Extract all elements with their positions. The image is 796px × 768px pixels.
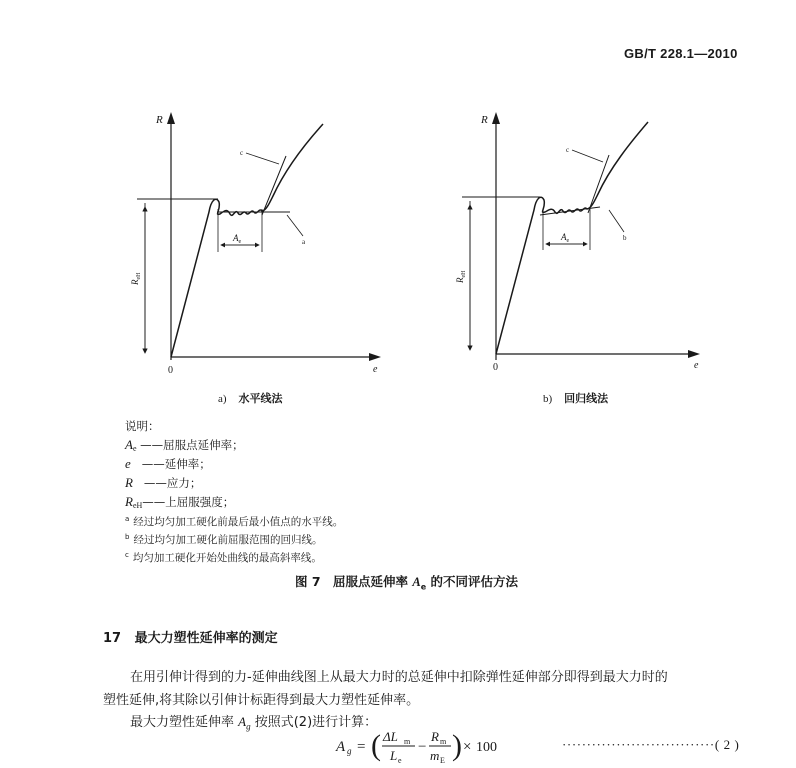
footnote: $^a$ 经过均匀加工硬化前最后最小值点的水平线。 <box>125 515 344 528</box>
paragraph-line: 塑性延伸,将其除以引伸计标距得到最大力塑性延伸率。 <box>103 693 420 708</box>
panel-a-stress-curve <box>171 124 323 357</box>
panel-b-pointer-b <box>609 210 624 232</box>
legend-item: R ——应力； <box>125 475 202 490</box>
svg-text:A: A <box>336 739 346 755</box>
panel-a-caption: a) 水平线法 <box>218 392 283 405</box>
panel-b-caption: b) 回归线法 <box>543 392 609 405</box>
svg-text:Ae: $A_e$ <box>233 233 242 245</box>
svg-text:−: − <box>418 739 427 755</box>
paragraph-line: 在用引伸计得到的力-延伸曲线图上从最大力时的总延伸中扣除弹性延伸部分即得到最大力时的 <box>130 670 668 685</box>
panel-a-ae-label: A <box>233 233 239 243</box>
panel-b-y-arrow <box>492 112 500 124</box>
panel-a-reh-label: R <box>130 279 140 285</box>
panel-b-ae-label: A <box>561 232 567 242</box>
svg-text:(: ( <box>371 729 381 762</box>
legend-item: $A_e$ ——屈服点延伸率； <box>125 437 244 453</box>
svg-text:R: R <box>431 729 439 744</box>
svg-text:e: e <box>398 756 402 765</box>
panel-b-axis-y: R <box>481 114 488 126</box>
panel-a-pointer-c-label: c <box>240 149 244 157</box>
standard-number: GB/T 228.1—2010 <box>624 46 738 61</box>
svg-text:Ae: $A_e$ <box>561 232 570 244</box>
svg-text:g: g <box>347 746 352 756</box>
panel-b-origin: 0 <box>493 362 498 373</box>
panel-b-pointer-b-label: b <box>623 234 627 242</box>
legend-item: e ——延伸率； <box>125 456 211 471</box>
svg-text:E: E <box>440 756 445 765</box>
panel-a-axis-y: R <box>156 114 163 126</box>
legend-item: $R_{eH}——$上屈服强度； <box>125 494 235 510</box>
svg-text:×: × <box>463 739 472 755</box>
footnote: $^c$ 均匀加工硬化开始处曲线的最高斜率线。 <box>125 551 322 564</box>
panel-a-graph <box>137 112 381 361</box>
svg-text:L: L <box>390 748 398 763</box>
footnote: $^b$ 经过均匀加工硬化前屈服范围的回归线。 <box>125 533 323 546</box>
svg-text:=: = <box>357 739 366 755</box>
svg-text:ReH: $R_{eH}$ <box>455 270 467 283</box>
panel-b-axis-x: e <box>694 360 699 371</box>
svg-text:): ) <box>452 729 462 762</box>
panel-b-regression-line <box>540 207 600 215</box>
panel-a-pointer-a-label: a <box>302 238 306 246</box>
svg-text:m: m <box>430 748 440 763</box>
panel-b-pointer-c <box>572 150 603 162</box>
formula-2 <box>330 724 560 768</box>
panel-a-origin: 0 <box>168 365 173 376</box>
formula-number: ·······························( 2 ) <box>562 737 740 752</box>
panel-b-reh-label: R <box>455 277 465 283</box>
figure-caption: 图 7 屈服点延伸率 $A_e$ 的不同评估方法 <box>295 574 519 592</box>
panel-b-tangent-line <box>588 155 609 213</box>
svg-text:100: 100 <box>476 740 497 755</box>
panel-b-x-arrow <box>688 350 700 358</box>
panel-a-axis-x: e <box>373 364 378 375</box>
panel-a-pointer-a <box>287 215 303 236</box>
panel-a-y-arrow <box>167 112 175 124</box>
legend-title: 说明： <box>125 419 160 433</box>
svg-text:m: m <box>440 737 447 746</box>
paragraph-line: 最大力塑性延伸率 $A_g$ 按照式(2)进行计算： <box>130 714 378 732</box>
panel-a-pointer-c <box>246 153 279 164</box>
svg-text:ReH: $R_{eH}$ <box>130 272 142 285</box>
panel-a-x-arrow <box>369 353 381 361</box>
svg-text:m: m <box>404 737 411 746</box>
panel-b-graph <box>462 112 700 360</box>
panel-b-pointer-c-label: c <box>566 146 570 154</box>
svg-text:ΔL: ΔL <box>383 729 398 744</box>
section-heading: 17 最大力塑性延伸率的测定 <box>103 631 278 646</box>
panel-a-tangent-line <box>262 156 286 215</box>
